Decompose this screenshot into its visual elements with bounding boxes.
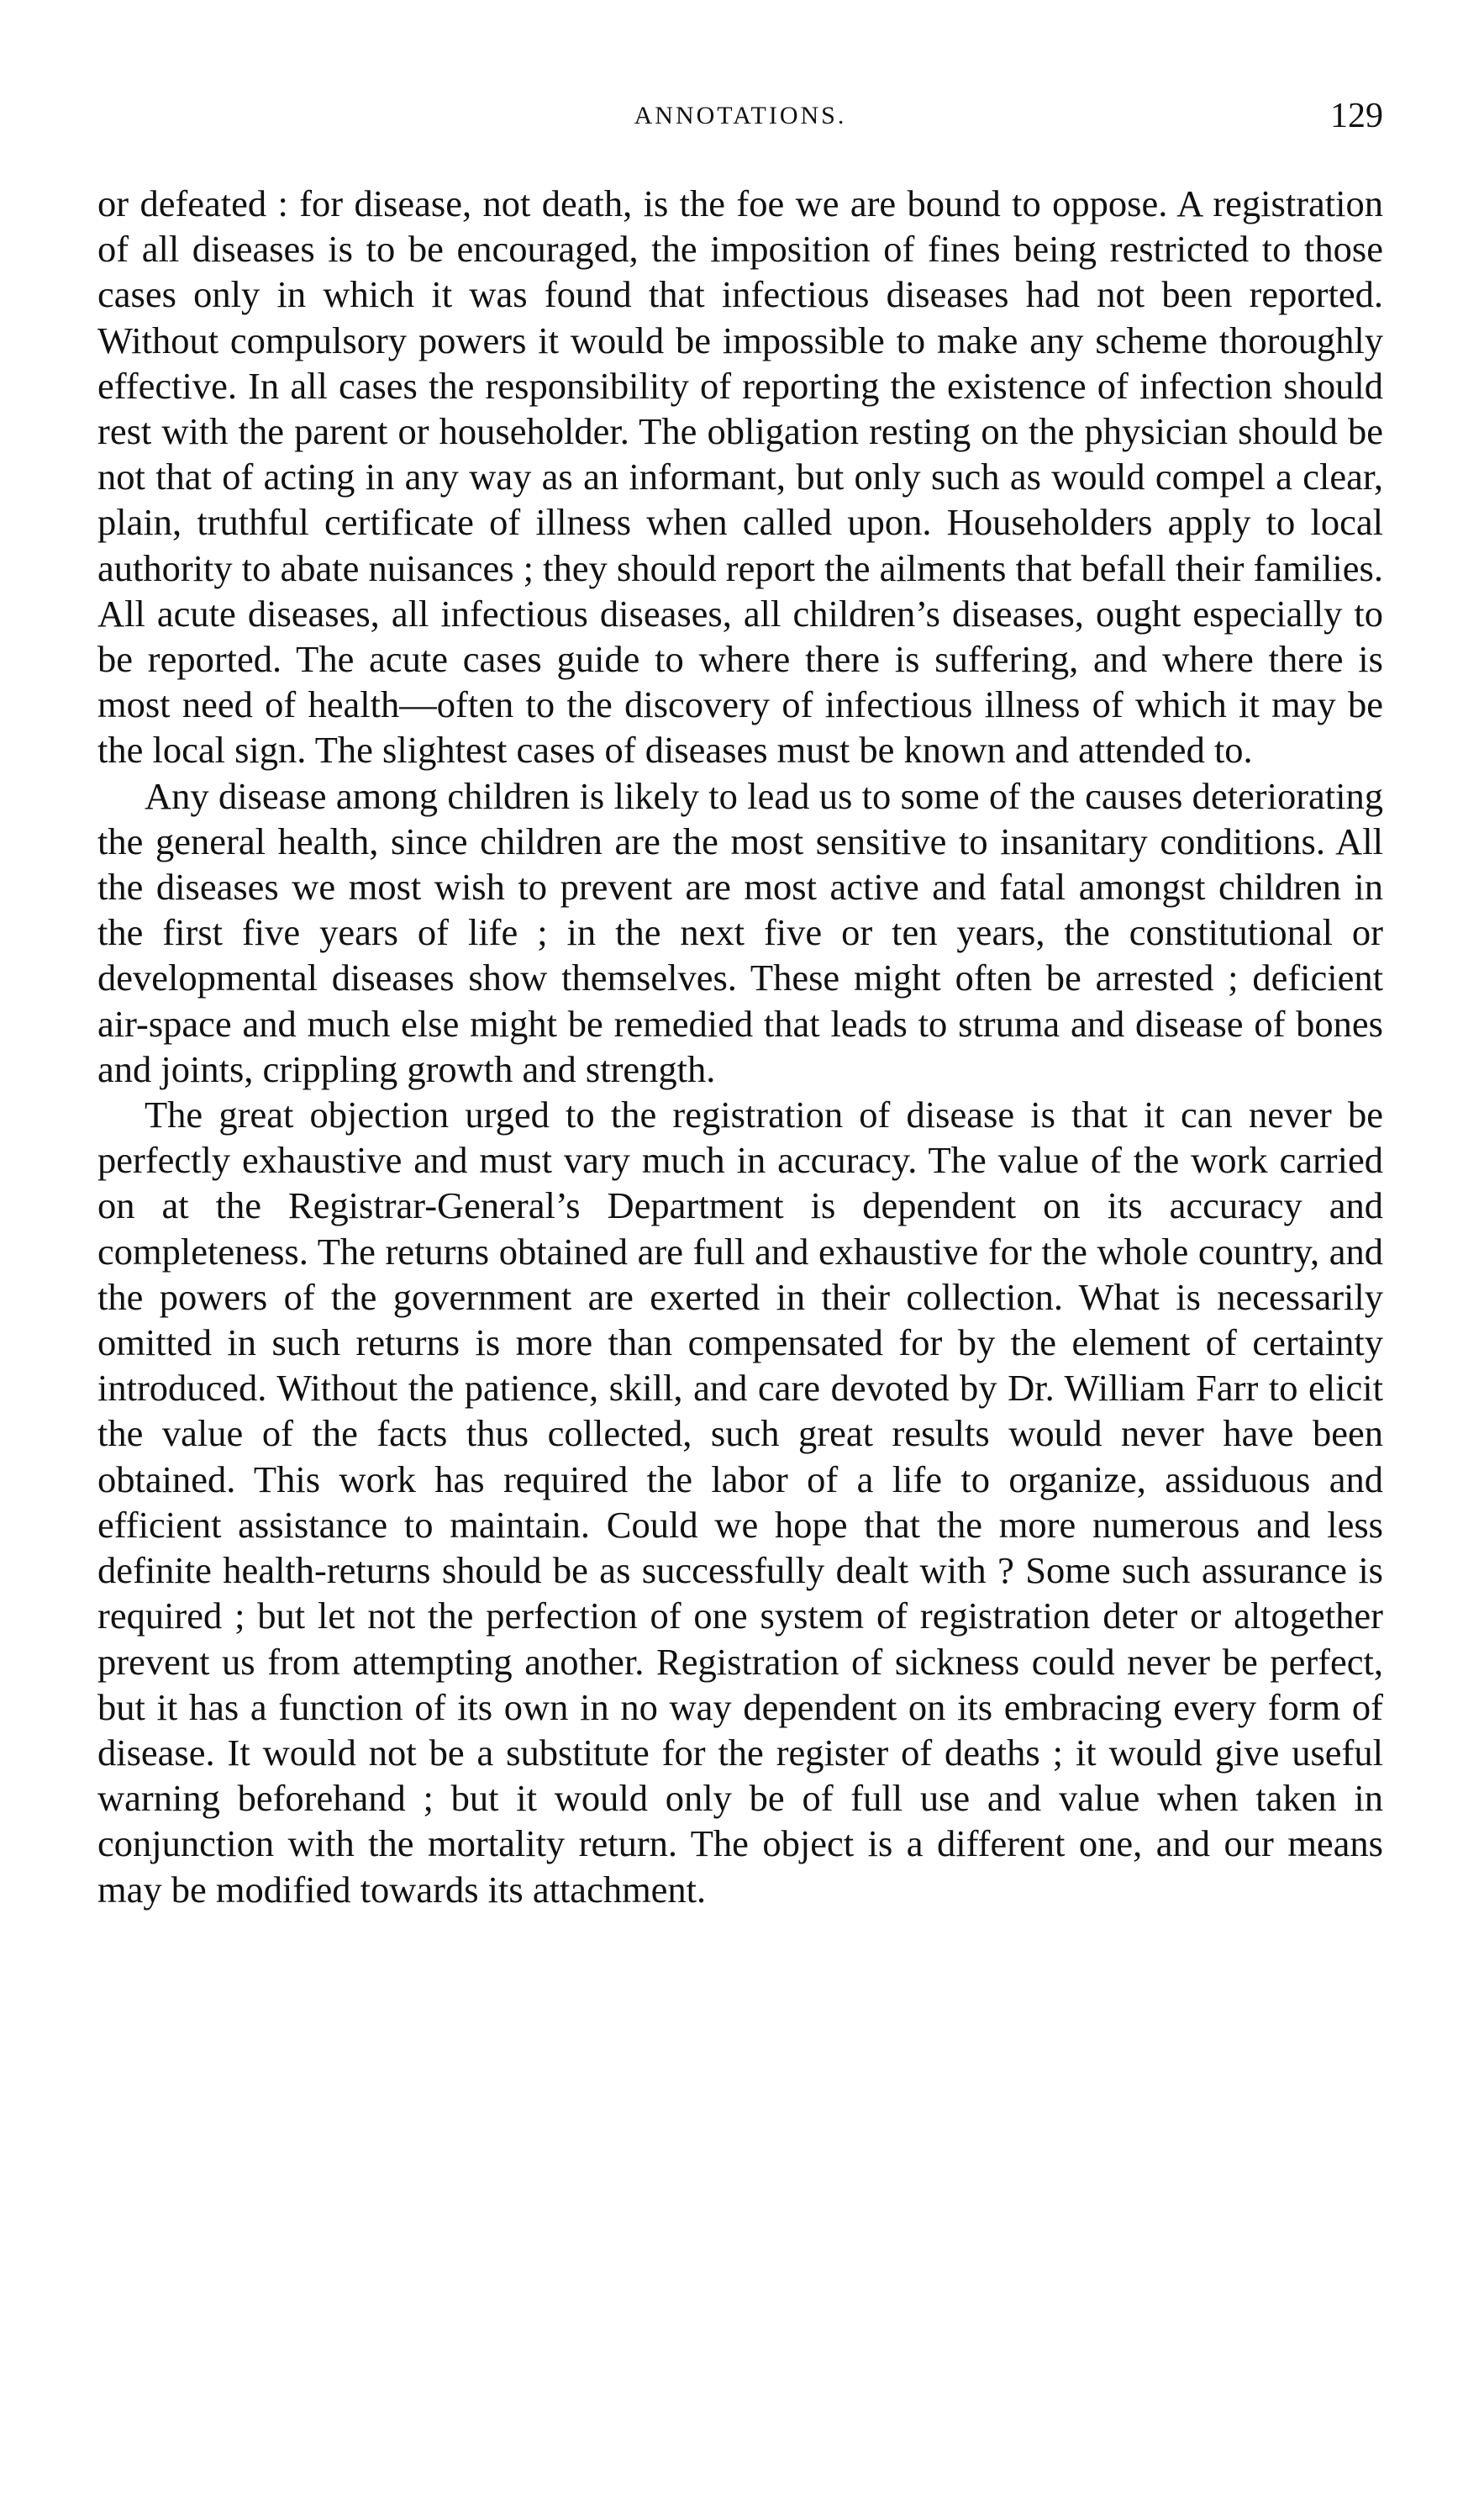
paragraph-continuation: or defeated : for disease, not death, is the foe we are bound to oppose. A registration of all diseases is to be encouraged, the imposition of fines being restricted to those cases only in which it was found that infectious diseases had not been reported. Without compulsory powers it would be impossible to make any scheme thoroughly effective. In all cases the responsibility of reporting the existence of infection should rest with the parent or householder. The obligation resting on the physician should be not that of acting in any way as an informant, but only such as would compel a clear, plain, truthful certificate of illness when called upon. Householders apply to local authority to abate nuisances ; they should report the ailments that befall their families. All acute diseases, all infectious diseases, all children’s diseases, ought especially to be reported. The acute cases guide to where there is suffering, and where there is most need of health—often to the discovery of infectious illness of which it may be the local sign. The slightest cases of diseases must be known and attended to. (97, 182, 1383, 772)
page-number: 129 (1330, 97, 1383, 135)
running-head (97, 91, 1383, 141)
paragraph-children-disease: Any disease among children is likely to lead us to some of the causes deteriorating the general health, since children are the most sensitive to insanitary conditions. All the diseases we most wish to prevent are most active and fatal amongst children in the first five years of life ; in the next five or ten years, the constitutional or developmental diseases show themselves. These might often be arrested ; deficient air-space and much else might be remedied that leads to struma and disease of bones and joints, crippling growth and strength. (97, 774, 1383, 1090)
running-title: ANNOTATIONS. (634, 102, 847, 129)
paragraph-registration-objection: The great objection urged to the registration of disease is that it can never be perfectly exhaustive and must vary much in accuracy. The value of the work carried on at the Registrar-General’s Department is dependent on its accuracy and completeness. The returns obtained are full and exhaustive for the whole country, and the powers of the government are exerted in their collection. What is necessarily omitted in such returns is more than compensated for by the element of certainty introduced. Without the patience, skill, and care devoted by Dr. William Farr to elicit the value of the facts thus collected, such great results would never have been obtained. This work has required the labor of a life to organize, assiduous and efficient assistance to maintain. Could we hope that the more numerous and less definite health-returns should be as successfully dealt with ? Some such assurance is required ; but let not the perfection of one system of registration deter or altogether prevent us from attempting another. Registration of sickness could never be perfect, but it has a function of its own in no way dependent on its embracing every form of disease. It would not be a substitute for the register of deaths ; it would give useful warning beforehand ; but it would only be of full use and value when taken in conjunction with the mortality return. The object is a different one, and our means may be modified towards its attachment. (97, 1094, 1383, 1911)
body-text (97, 181, 1383, 1912)
